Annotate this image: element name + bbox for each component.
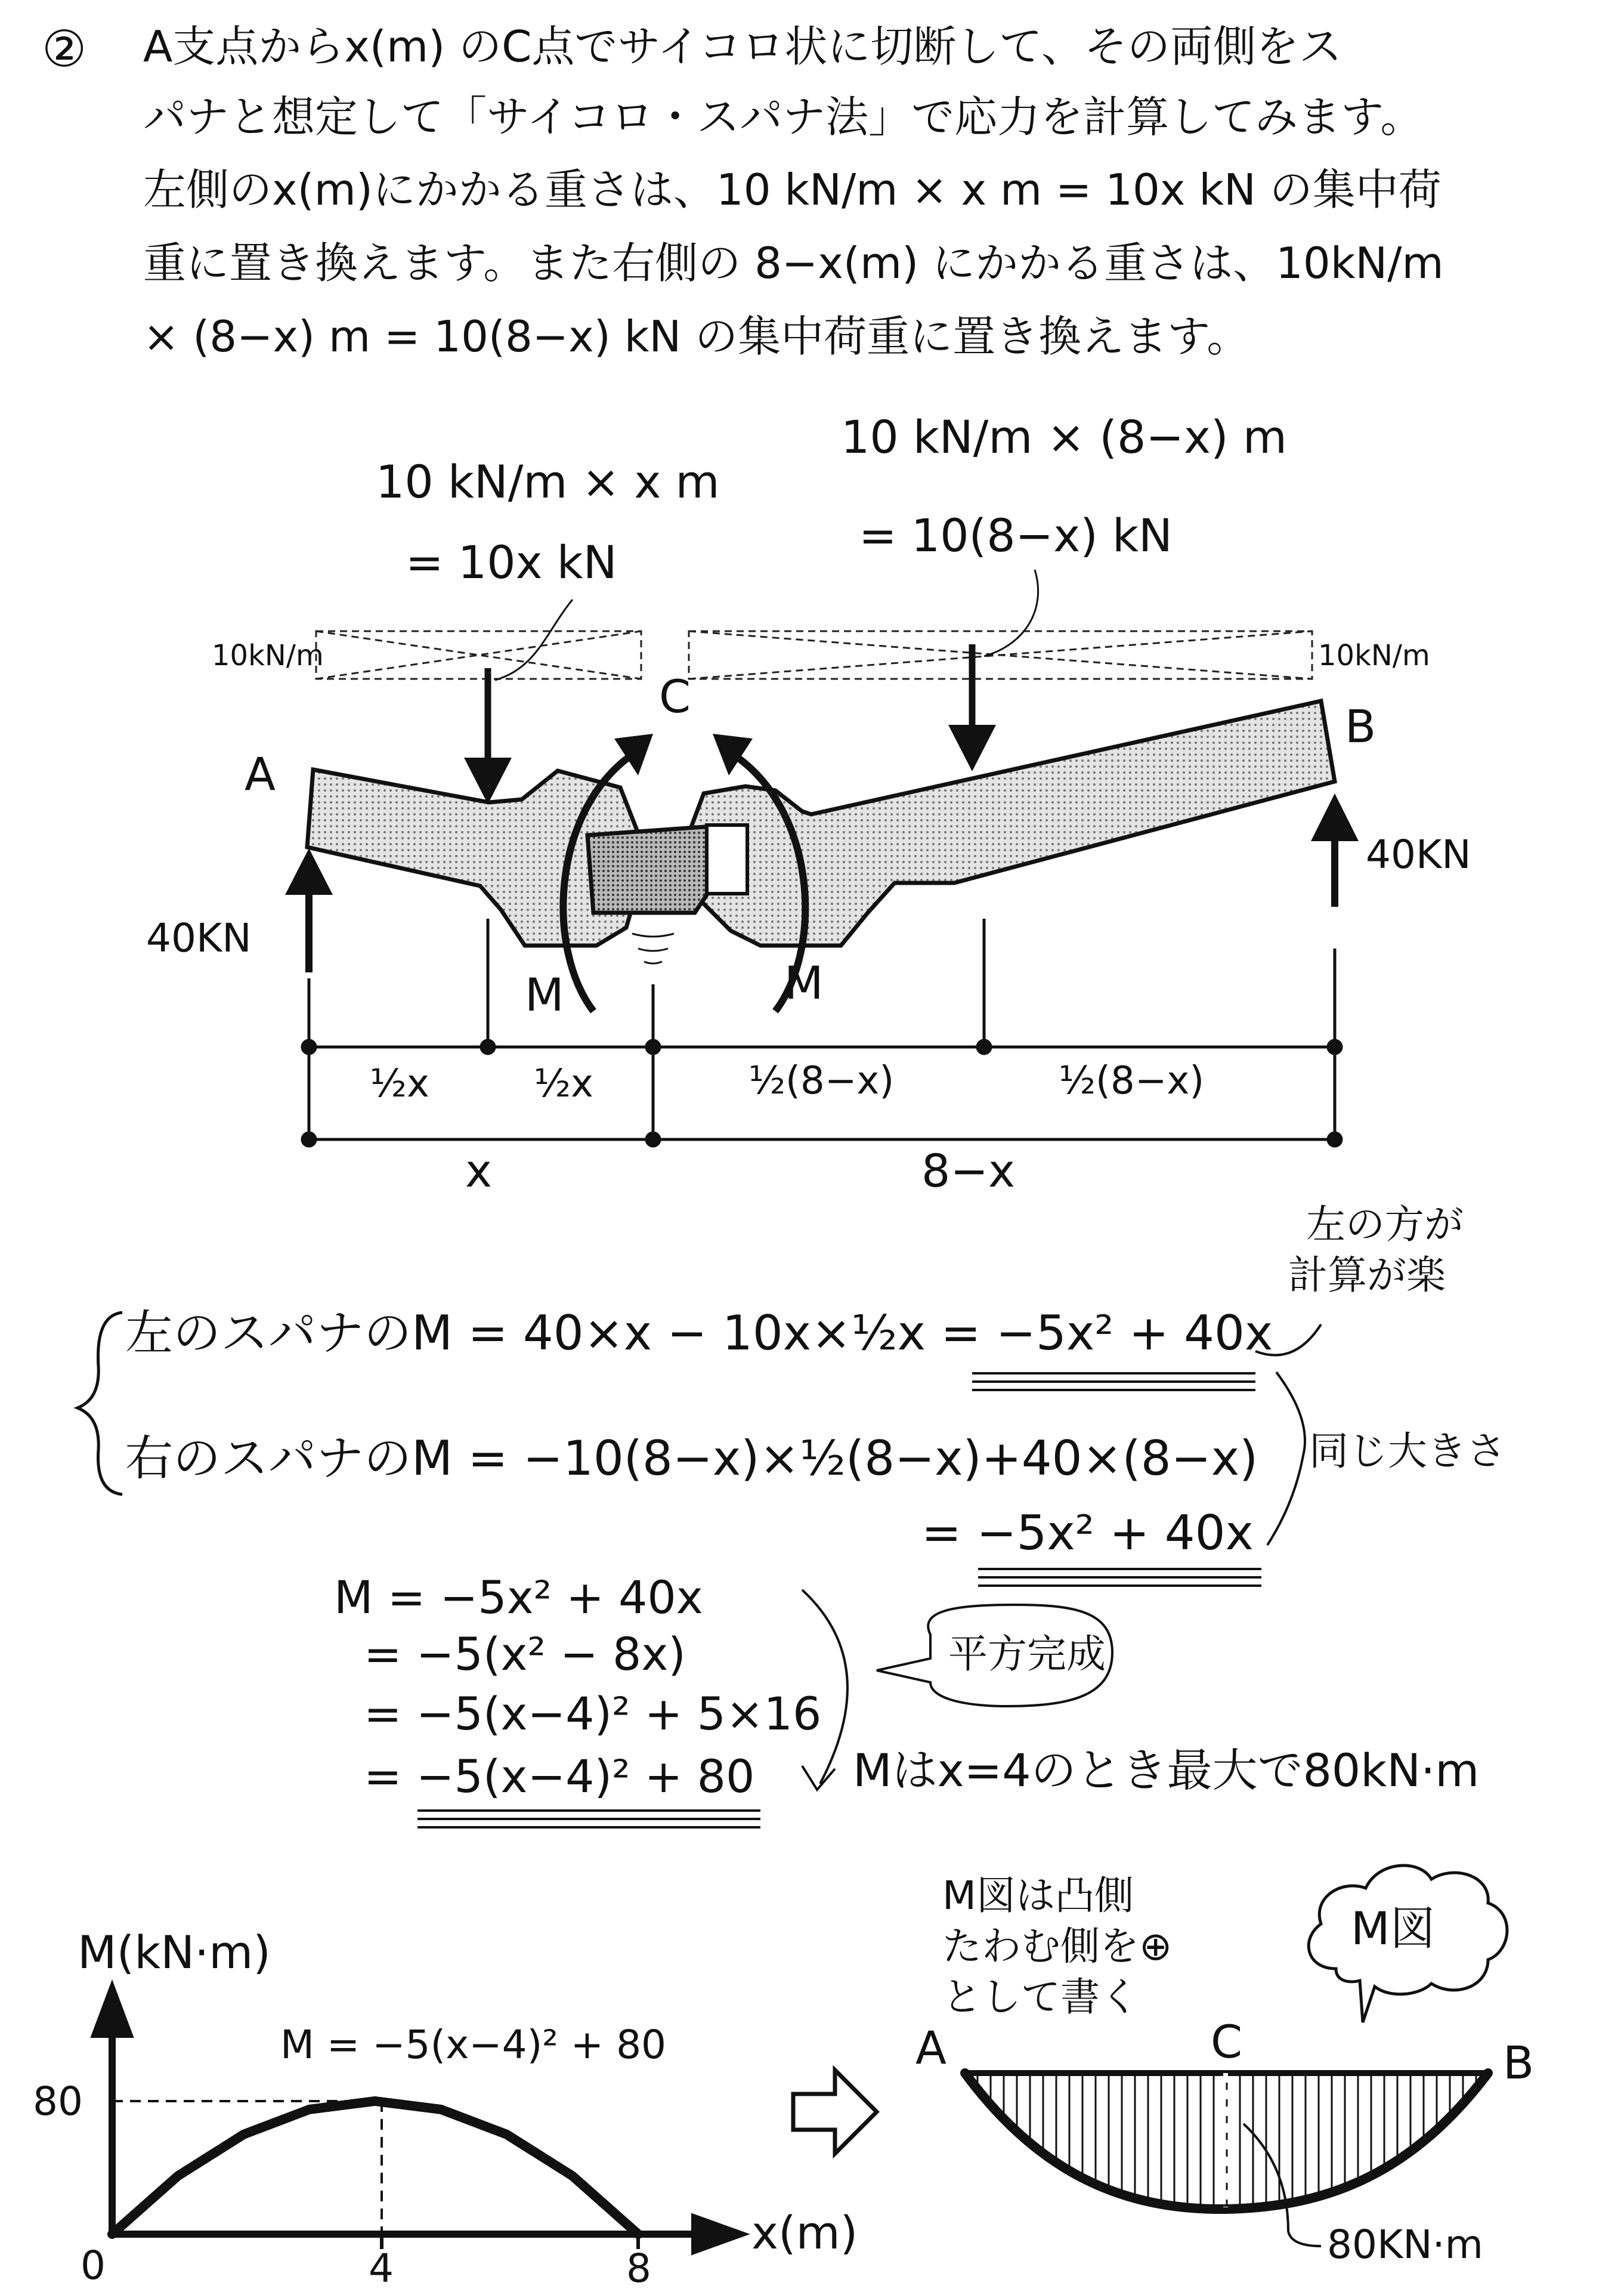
right-spanner [686,701,1335,946]
right-eq-result: −5x² + 40x [976,1505,1254,1561]
mdiagram-max-label: 80KN·m [1327,2222,1483,2268]
mdiagram-label-c: C [1211,2015,1243,2068]
cut-cube [587,826,713,913]
mdiagram-label-a: A [915,2021,946,2074]
mdiagram-label-b: B [1503,2036,1535,2089]
right-load-line1: 10 kN/m × (8−x) m [841,410,1287,464]
right-spanner-result [921,1505,1254,1561]
mdiagram-bubble-text: M図 [1351,1902,1436,1955]
right-spanner-equation: 右のスパナのM = −10(8−x)×½(8−x)+40×(8−x) [125,1431,1258,1486]
right-eq2-text: = [921,1505,977,1561]
graph-y-tick-80: 80 [33,2078,83,2124]
left-load-line1: 10 kN/m × x m [376,455,720,508]
dim-8-minus-x: 8−x [921,1144,1016,1197]
cut-cube-face [707,825,747,894]
problem-line-2: パナと想定して「サイコロ・スパナ法」で応力を計算してみます。 [143,92,1424,142]
label-a: A [245,748,276,801]
mdiagram-note-1: M図は凸側 [942,1873,1134,1919]
moment-left-label: M [525,968,564,1021]
reaction-arrow-right [1311,793,1359,907]
label-b: B [1345,700,1376,753]
load-arrow-right [948,644,996,771]
dim-half-8x-1: ½(8−x) [748,1059,895,1103]
hollow-arrow [793,2070,877,2154]
graph-x-tick-4: 4 [369,2245,394,2291]
reaction-right-label: 40KN [1366,832,1471,878]
graph-x-tick-8: 8 [626,2245,651,2291]
dim-half-x-2: ½x [534,1062,593,1106]
connector-same [1267,1372,1305,1545]
problem-line-3: 左側のx(m)にかかる重さは、10 kN/m × x m = 10x kN の集中荷 [143,165,1442,215]
problem-line-5: × (8−x) m = 10(8−x) kN の集中荷重に置き換えます。 [143,311,1250,362]
graph-curve [112,2101,638,2234]
distributed-load-left [316,631,641,679]
equations-brace [78,1312,122,1494]
leader-left-load [495,600,573,680]
left-eq-text: 左のスパナのM = 40×x − 10x×½x = [125,1305,996,1361]
left-eq-result: −5x² + 40x [995,1305,1273,1361]
cut-marks [632,934,674,963]
dim-half-8x-2: ½(8−x) [1059,1059,1205,1103]
completion-line-1: M = −5x² + 40x [334,1571,703,1624]
dist-load-left-label: 10kN/m [212,639,324,672]
graph-guides [112,2101,382,2234]
mdiagram-note-3: として書く [942,1974,1139,2020]
graph-formula: M = −5(x−4)² + 80 [280,2022,667,2068]
max-note: Mはx=4のとき最大で80kN·m [853,1744,1480,1797]
completion-line-3: = −5(x−4)² + 5×16 [364,1687,822,1740]
leader-right-load [984,570,1038,656]
left-load-line2: = 10x kN [406,536,617,589]
graph-x-tick-0: 0 [81,2243,106,2288]
problem-line-4: 重に置き換えます。また右側の 8−x(m) にかかる重さは、10kN/m [143,238,1444,288]
problem-number: ② [42,20,87,78]
problem-line-1: A支点からx(m) のC点でサイコロ状に切断して、その両側をス [143,21,1342,72]
dimension-lines [302,919,1341,1146]
completion-line-2: = −5(x² − 8x) [364,1627,686,1681]
note-easy-2: 計算が楽 [1288,1252,1446,1298]
note-same-size: 同じ大きさ [1309,1428,1506,1474]
load-arrow-left [464,668,512,804]
note-easy-1: 左の方が [1306,1201,1464,1247]
left-spanner-equation [125,1305,1273,1361]
graph-xlabel: x(m) [751,2206,858,2259]
dim-x: x [465,1144,492,1197]
dim-half-x-1: ½x [370,1062,429,1106]
bubble-square-text: 平方完成 [948,1631,1106,1677]
right-load-line2: = 10(8−x) kN [859,509,1173,562]
distributed-load-right [689,631,1312,679]
reaction-left-label: 40KN [146,915,252,961]
moment-right-label: M [784,956,824,1009]
reaction-arrow-left [285,848,333,972]
completion-line-4: = −5(x−4)² + 80 [364,1750,755,1803]
dist-load-right-label: 10kN/m [1318,639,1430,672]
graph-ylabel: M(kN·m) [78,1926,271,1979]
label-c: C [659,670,691,723]
completion-arrow-head [802,1766,835,1790]
mdiagram-note-2: たわむ側を⊕ [942,1923,1173,1969]
